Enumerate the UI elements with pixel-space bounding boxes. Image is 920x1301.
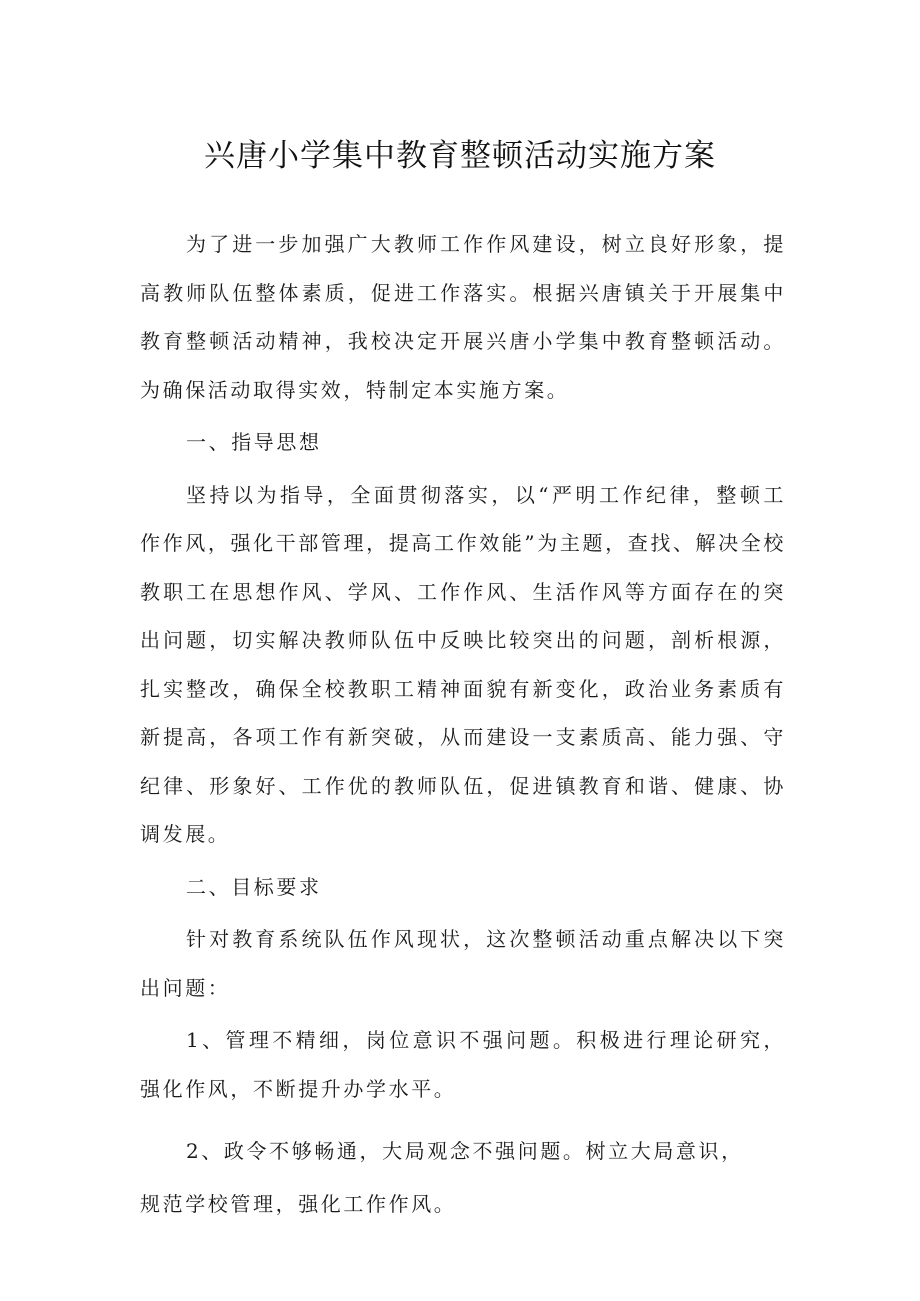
document-body <box>140 220 786 1228</box>
section-heading-goals: 二、目标要求 <box>186 874 322 899</box>
goals-intro-paragraph: 针对教育系统队伍作风现状，这次整顿活动重点解决以下突出问题： <box>140 927 786 1000</box>
goal-item-2-line-1: 2、政令不够畅通，大局观念不强问题。树立大局意识， <box>186 1139 744 1163</box>
section-heading-guiding-ideology: 一、指导思想 <box>186 430 322 454</box>
intro-paragraph: 为了进一步加强广大教师工作作风建设，树立良好形象，提高教师队伍整体素质，促进工作落实。根据兴唐镇关于开展集中教育整顿活动精神，我校决定开展兴唐小学集中教育整顿活动。为确保活动取得实效，特制定本实施方案。 <box>140 232 786 402</box>
guiding-ideology-paragraph: 坚持以为指导，全面贯彻落实，以“严明工作纪律，整顿工作作风，强化干部管理，提高工作效能”为主题，查找、解决全校教职工在思想作风、学风、工作作风、生活作风等方面存在的突出问题，切实解决教师队伍中反映比较突出的问题，剖析根源，扎实整改，确保全校教职工精神面貌有新变化，政治业务素质有新提高，各项工作有新突破，从而建设一支素质高、能力强、守纪律、形象好、工作优的教师队伍，促进镇教育和谐、健康、协调发展。 <box>140 482 786 846</box>
document-title: 兴唐小学集中教育整顿活动实施方案 <box>204 138 716 174</box>
goal-item-1: 1、管理不精细，岗位意识不强问题。积极进行理论研究，强化作风，不断提升办学水平。 <box>140 1028 786 1101</box>
goal-item-2-line-2: 规范学校管理，强化工作作风。 <box>140 1191 457 1216</box>
